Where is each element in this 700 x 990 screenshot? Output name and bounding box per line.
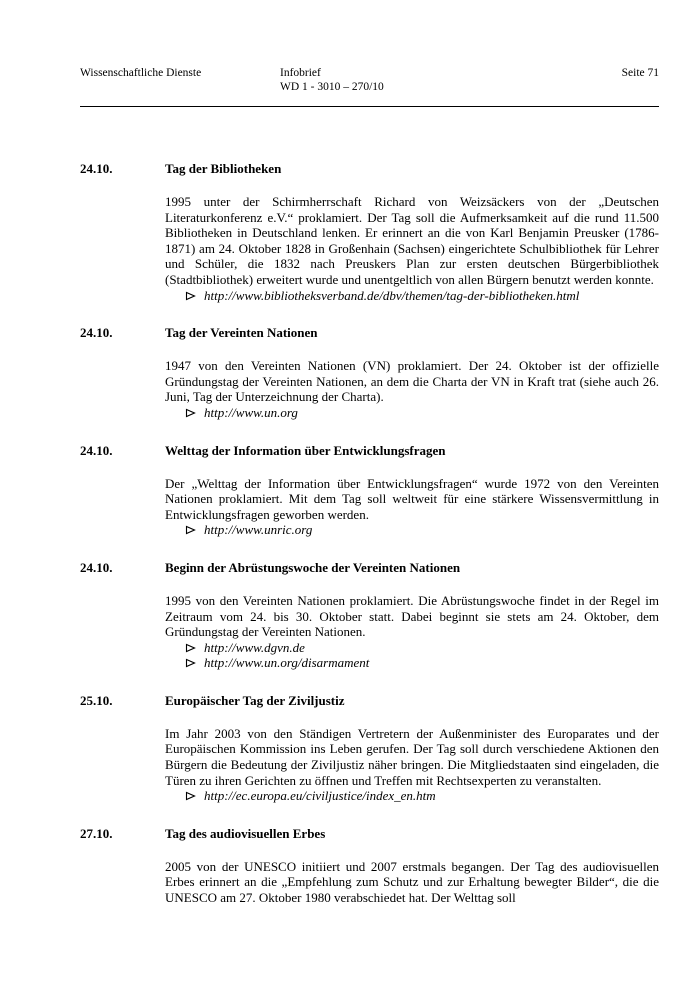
entry-content — [165, 826, 659, 906]
entry-date: 24.10. — [80, 442, 113, 458]
page-header — [80, 66, 659, 94]
entry-content — [165, 161, 659, 303]
link-url[interactable]: http://ec.europa.eu/civiljustice/index_en.htm — [204, 788, 436, 804]
entry-links — [165, 405, 659, 421]
calendar-entry — [80, 325, 659, 420]
document-type: Infobrief — [280, 67, 321, 79]
header-document-info — [280, 66, 599, 94]
entry-title: Europäischer Tag der Ziviljustiz — [165, 692, 345, 708]
link-line — [165, 522, 659, 538]
entry-links — [165, 522, 659, 538]
arrow-bullet-icon — [185, 658, 204, 668]
calendar-entry — [80, 443, 659, 538]
link-url[interactable]: http://www.bibliotheksverband.de/dbv/themen/tag-der-bibliotheken.html — [204, 287, 580, 303]
arrow-bullet-icon — [185, 643, 204, 653]
entry-links — [165, 288, 659, 304]
entry-body: Der „Welttag der Information über Entwicklungsfragen“ wurde 1972 von den Vereinten Nationen proklamiert. Mit dem Tag soll weltweit für eine stärkere Wissensvermittlung in Entwicklungsfragen geworben werden. — [165, 475, 659, 522]
link-url[interactable]: http://www.un.org/disarmament — [204, 655, 370, 671]
entry-title: Tag der Vereinten Nationen — [165, 325, 318, 341]
header-rule — [80, 106, 659, 107]
page-number: Seite 71 — [621, 67, 659, 79]
entry-date: 24.10. — [80, 325, 113, 341]
link-line — [165, 655, 659, 671]
arrow-bullet-icon — [185, 525, 204, 535]
entry-date: 27.10. — [80, 825, 113, 841]
entry-body: 1995 unter der Schirmherrschaft Richard von Weizsäckers von der „Deutschen Literaturkonferenz e.V.“ proklamiert. Der Tag soll die Aufmerksamkeit auf die rund 11.500 Bibliotheken in Deutschland lenken. Er erinnert an die von Karl Benjamin Preusker (1786-1871) am 24. Oktober 1828 in Großenhain (Sachsen) eingerichtete Schulbibliothek für Lehrer und Schüler, die 1832 nach Preuskers Plan zur ersten deutschen Bürgerbibliothek (Stadtbibliothek) erweitert wurde und unentgeltlich von allen Bürgern benutzt werden konnte. — [165, 194, 659, 287]
entry-title: Tag der Bibliotheken — [165, 161, 282, 176]
calendar-entry — [80, 826, 659, 906]
link-url[interactable]: http://www.un.org — [204, 404, 298, 420]
entry-date: 24.10. — [80, 559, 113, 575]
entry-content — [165, 560, 659, 671]
calendar-entry — [80, 693, 659, 804]
entry-content — [165, 325, 659, 420]
document-number: WD 1 - 3010 – 270/10 — [280, 81, 384, 93]
link-line — [165, 788, 659, 804]
entry-body: 1947 von den Vereinten Nationen (VN) proklamiert. Der 24. Oktober ist der offizielle Gründungstag der Vereinten Nationen, an dem die Charta der VN in Kraft trat (siehe auch 26. Juni, Tag der Unterzeichnung der Charta). — [165, 358, 659, 405]
header-organization: Wissenschaftliche Dienste — [80, 67, 202, 79]
entry-links — [165, 640, 659, 671]
entry-title: Welttag der Information über Entwicklungsfragen — [165, 442, 446, 458]
entry-date: 24.10. — [80, 161, 113, 176]
entry-body: 1995 von den Vereinten Nationen proklamiert. Die Abrüstungswoche findet in der Regel im Zeitraum vom 24. bis 30. Oktober statt. Dabei beginnt sie stets am 24. Oktober, dem Gründungstag der Vereinten Nationen. — [165, 592, 659, 640]
link-url[interactable]: http://www.dgvn.de — [204, 639, 305, 655]
entry-body: Im Jahr 2003 von den Ständigen Vertretern der Außenminister des Europarates und der Europäischen Kommission ins Leben gerufen. Der Tag soll durch verschiedene Aktionen den Bürgern die Bedeutung der Ziviljustiz näher bringen. Die Mitgliedstaaten sind eingeladen, die Türen zu ihren Gerichten zu öffnen und Treffen mit Rechtsexperten zu veranstalten. — [165, 725, 659, 788]
calendar-entry — [80, 560, 659, 671]
arrow-bullet-icon — [185, 791, 204, 801]
entry-links — [165, 788, 659, 804]
link-line — [165, 640, 659, 656]
entry-body: 2005 von der UNESCO initiiert und 2007 erstmals begangen. Der Tag des audiovisuellen Erbes erinnert an die „Empfehlung zum Schutz und zur Erhaltung bewegter Bilder“, die die UNESCO am 27. Oktober 1980 verabschiedet hat. Der Welttag soll — [165, 858, 659, 906]
entries — [80, 161, 659, 906]
entry-title: Tag des audiovisuellen Erbes — [165, 825, 326, 841]
link-line — [165, 405, 659, 421]
link-url[interactable]: http://www.unric.org — [204, 522, 313, 538]
calendar-entry — [80, 161, 659, 303]
entry-content — [165, 443, 659, 538]
arrow-bullet-icon — [185, 291, 204, 301]
link-line — [165, 288, 659, 304]
entry-title: Beginn der Abrüstungswoche der Vereinten Nationen — [165, 559, 461, 575]
entry-content — [165, 693, 659, 804]
arrow-bullet-icon — [185, 408, 204, 418]
entry-date: 25.10. — [80, 692, 113, 708]
